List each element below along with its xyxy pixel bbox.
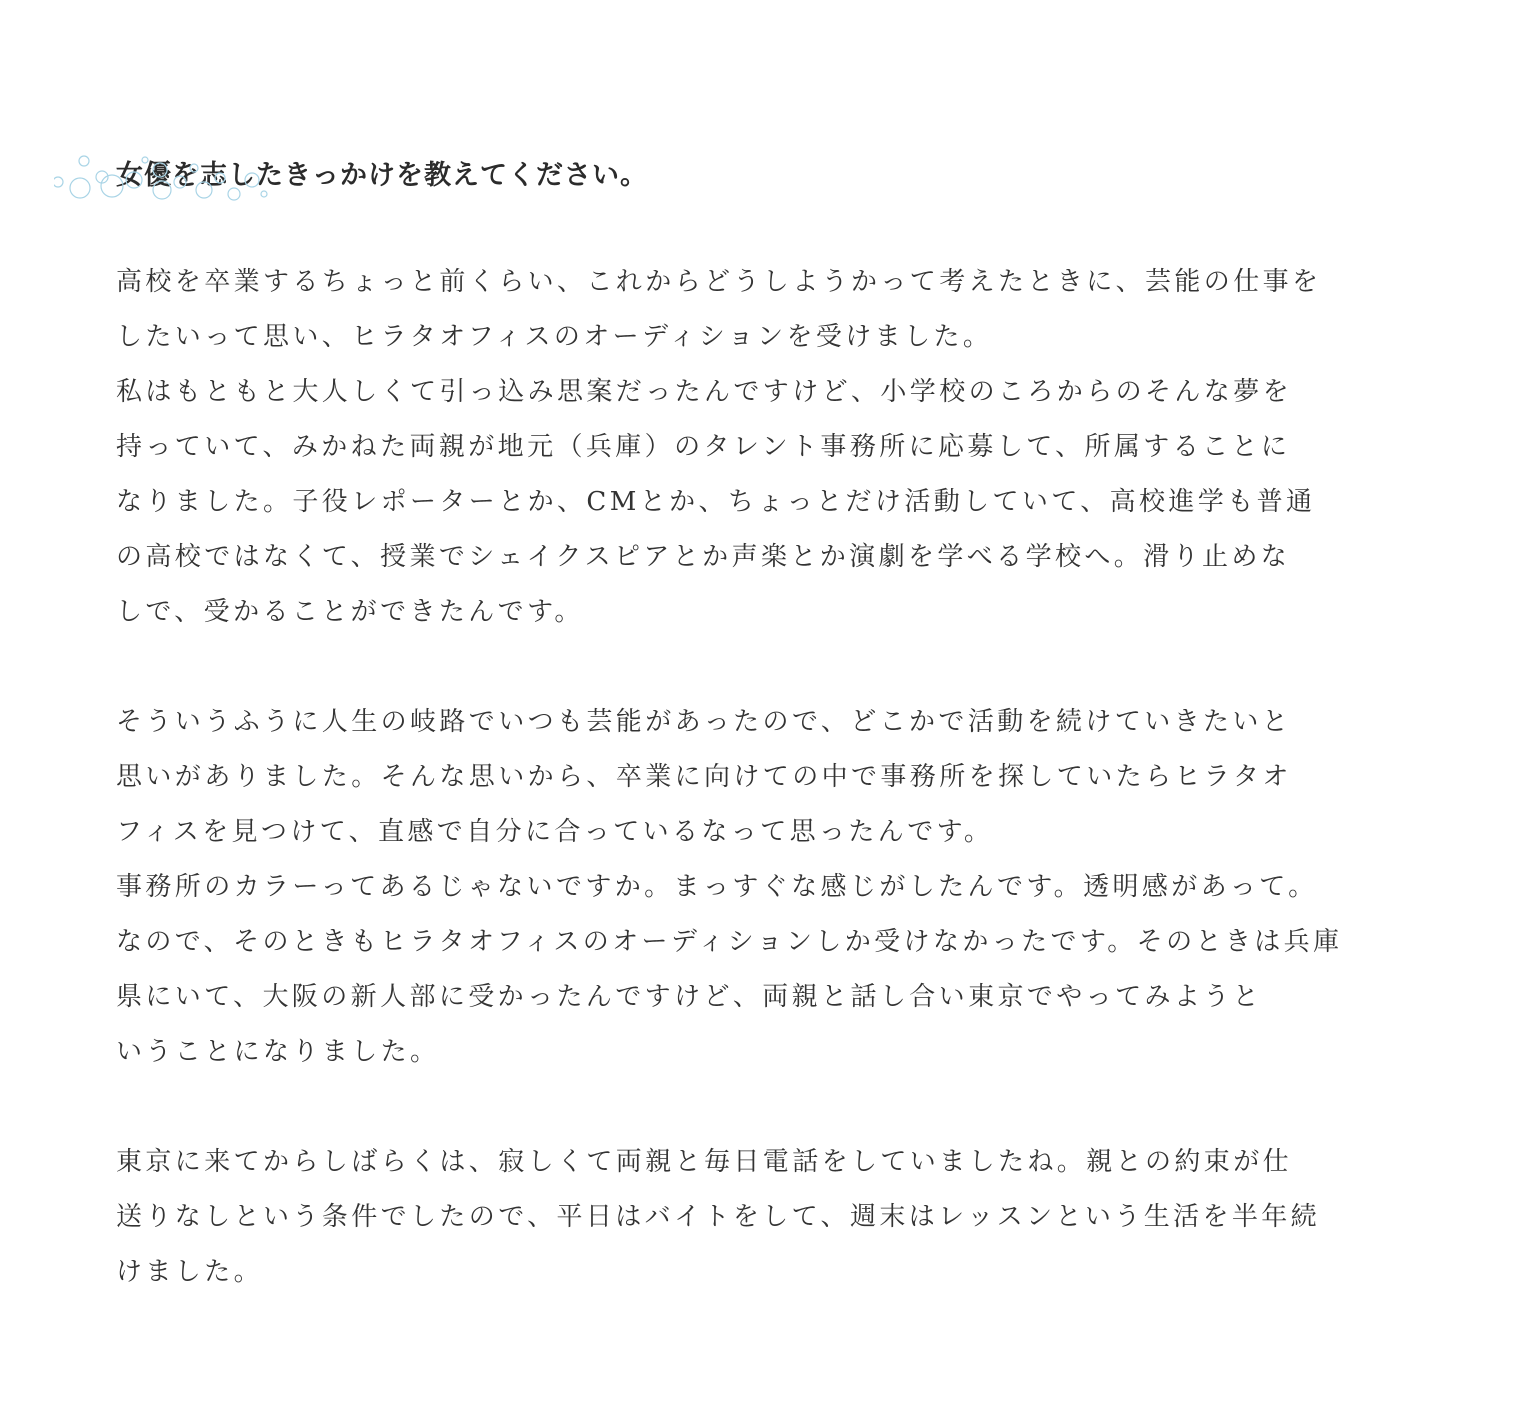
- answer-line: 送りなしという条件でしたので、平日はバイトをして、週末はレッスンという生活を半年続: [116, 1202, 1321, 1232]
- answer-line: したいって思い、ヒラタオフィスのオーディションを受けました。: [116, 322, 993, 352]
- answer-line: フィスを見つけて、直感で自分に合っているなって思ったんです。: [116, 817, 994, 847]
- answer-line: 思いがありました。そんな思いから、卒業に向けての中で事務所を探していたらヒラタオ: [116, 762, 1292, 792]
- answer-line: 東京に来てからしばらくは、寂しくて両親と毎日電話をしていましたね。親との約束が仕: [116, 1147, 1293, 1177]
- answer-line: 県にいて、大阪の新人部に受かったんですけど、両親と話し合い東京でやってみようと: [116, 982, 1263, 1012]
- answer-line: いうことになりました。: [116, 1037, 440, 1067]
- answer-line: そういうふうに人生の岐路でいつも芸能があったので、どこかで活動を続けていきたいと: [116, 707, 1292, 737]
- answer-paragraph-3: [116, 1135, 1392, 1300]
- question-heading: [116, 148, 1392, 203]
- answer-line: 私はもともと大人しくて引っ込み思案だったんですけど、小学校のころからのそんな夢を: [116, 377, 1293, 407]
- answer-line: しで、受かることができたんです。: [116, 597, 584, 627]
- answer-line: なので、そのときもヒラタオフィスのオーディションしか受けなかったです。そのときは兵庫: [116, 927, 1343, 957]
- answer-paragraph-2: [116, 695, 1392, 1080]
- question-text: 女優を志したきっかけを教えてください。: [116, 160, 648, 191]
- answer-line: けました。: [116, 1257, 264, 1287]
- answer-line: なりました。子役レポーターとか、CMとか、ちょっとだけ活動していて、高校進学も普通: [116, 487, 1316, 517]
- answer-line: 持っていて、みかねた両親が地元（兵庫）のタレント事務所に応募して、所属することに: [116, 432, 1291, 462]
- answer-line: の高校ではなくて、授業でシェイクスピアとか声楽とか演劇を学べる学校へ。滑り止めな: [116, 542, 1291, 572]
- answer-line: 事務所のカラーってあるじゃないですか。まっすぐな感じがしたんです。透明感があって。: [116, 872, 1318, 902]
- answer-paragraph-1: [116, 255, 1392, 640]
- answer-line: 高校を卒業するちょっと前くらい、これからどうしようかって考えたときに、芸能の仕事を: [116, 267, 1322, 297]
- interview-article: [116, 148, 1392, 1300]
